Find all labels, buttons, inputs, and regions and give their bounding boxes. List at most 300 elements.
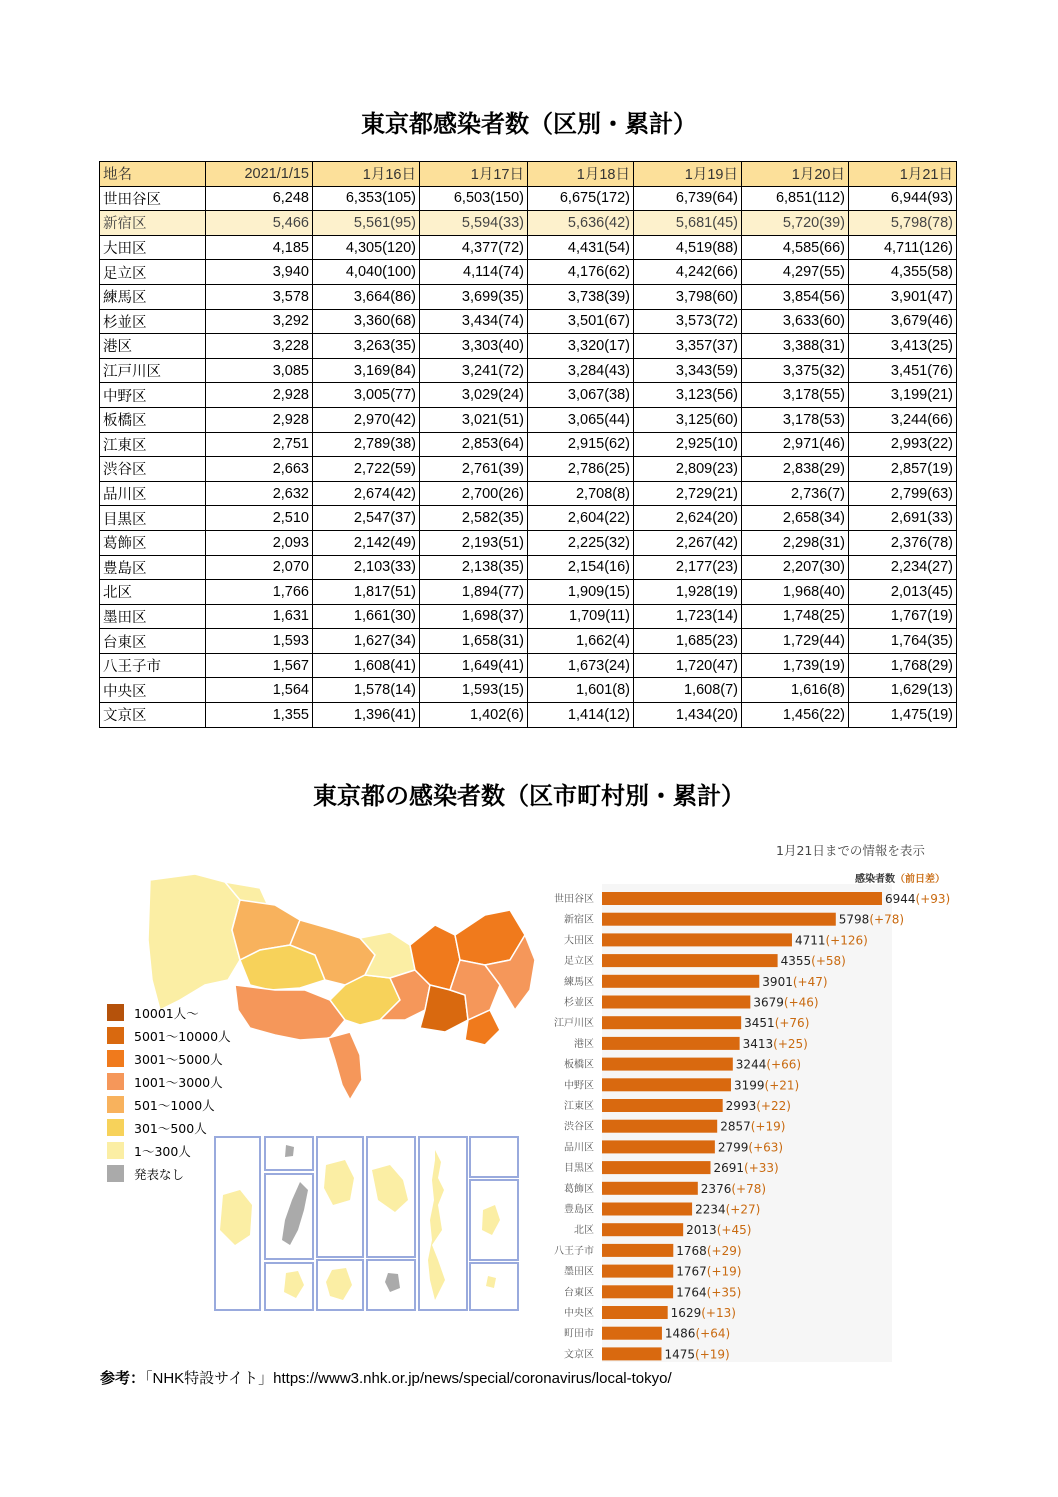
map-island-f: [326, 1268, 352, 1300]
count-cell: 2,838(29): [742, 457, 849, 482]
count-cell: 2,624(20): [634, 506, 742, 531]
count-cell: 5,636(42): [528, 211, 634, 236]
count-cell: 1,434(20): [634, 703, 742, 728]
bar-diff: (+22): [756, 1099, 791, 1113]
bar: [602, 1265, 673, 1278]
header-place: 地名: [100, 162, 206, 187]
count-cell: 3,940: [206, 260, 313, 285]
bar: [602, 1223, 683, 1236]
bar-diff: (+93): [915, 892, 951, 906]
count-cell: 2,736(7): [742, 481, 849, 506]
bar-chart-svg: [525, 870, 965, 1365]
bar-category-label: 目黒区: [564, 1163, 594, 1175]
header-date: 1月19日: [634, 162, 742, 187]
chart-header-suffix: （前日差）: [895, 874, 945, 885]
bar-value-label: [686, 1223, 751, 1237]
place-name-cell: 杉並区: [100, 309, 206, 334]
count-cell: 4,040(100): [313, 260, 420, 285]
bar: [602, 1016, 741, 1029]
count-cell: 2,857(19): [849, 457, 957, 482]
bar-category-label: 江東区: [564, 1101, 594, 1112]
count-cell: 1,578(14): [313, 678, 420, 703]
place-name-cell: 江戸川区: [100, 358, 206, 383]
count-cell: 1,631: [206, 604, 313, 629]
bar-diff: (+78): [731, 1181, 767, 1196]
count-cell: 1,723(14): [634, 604, 742, 629]
count-cell: 1,567: [206, 653, 313, 678]
bar: [602, 1285, 673, 1298]
count-cell: 2,691(33): [849, 506, 957, 531]
count-cell: 2,993(22): [849, 432, 957, 457]
count-cell: 3,901(47): [849, 284, 957, 309]
count-cell: 3,357(37): [634, 334, 742, 359]
table-row: [100, 580, 957, 605]
legend-item: [107, 1047, 231, 1070]
bar-value: 2013: [686, 1223, 717, 1238]
count-cell: 1,909(15): [528, 580, 634, 605]
count-cell: 2,799(63): [849, 481, 957, 506]
count-cell: 2,070: [206, 555, 313, 580]
bar-category-label: 町田市: [564, 1328, 594, 1340]
count-cell: 3,303(40): [420, 334, 528, 359]
count-cell: 4,377(72): [420, 235, 528, 260]
bar-category-label: 板橋区: [564, 1059, 594, 1071]
bar-value-label: [676, 1244, 741, 1258]
header-date: 1月16日: [313, 162, 420, 187]
bar-value-label: [753, 996, 818, 1010]
map-island-c: [282, 1182, 308, 1245]
place-name-cell: 渋谷区: [100, 457, 206, 482]
count-cell: 1,649(41): [420, 653, 528, 678]
map-island-b: [285, 1145, 294, 1157]
bar-category-label: 港区: [574, 1038, 594, 1050]
legend-label: 10001人～: [134, 1005, 199, 1021]
count-cell: 2,103(33): [313, 555, 420, 580]
map-region-okutama: [148, 874, 240, 1010]
bar: [602, 1327, 662, 1340]
count-cell: 3,578: [206, 284, 313, 309]
map-region-hachioji: [235, 985, 345, 1040]
table-row: [100, 235, 957, 260]
count-cell: 1,817(51): [313, 580, 420, 605]
table-row: [100, 358, 957, 383]
count-cell: 2,925(10): [634, 432, 742, 457]
count-cell: 2,632: [206, 481, 313, 506]
count-cell: 3,360(68): [313, 309, 420, 334]
count-cell: 2,809(23): [634, 457, 742, 482]
bar-category-label: 杉並区: [564, 997, 594, 1009]
bar-value-label: [743, 1037, 808, 1051]
place-name-cell: 葛飾区: [100, 530, 206, 555]
bar-category-label: 練馬区: [564, 976, 594, 988]
count-cell: 5,561(95): [313, 211, 420, 236]
info-text: 1月21日までの情報を表示: [776, 843, 925, 858]
count-cell: 3,085: [206, 358, 313, 383]
count-cell: 4,711(126): [849, 235, 957, 260]
count-cell: 2,154(16): [528, 555, 634, 580]
bar-value-label: [726, 1099, 791, 1113]
count-cell: 4,297(55): [742, 260, 849, 285]
count-cell: 2,658(34): [742, 506, 849, 531]
place-name-cell: 港区: [100, 334, 206, 359]
bar-category-label: 文京区: [564, 1349, 594, 1361]
table-row: [100, 604, 957, 629]
count-cell: 5,681(45): [634, 211, 742, 236]
legend-label: 301～500人: [134, 1120, 207, 1136]
footnote-text: 「NHK特設サイト」https://www3.nhk.or.jp/news/special/coronavirus/local-tokyo/: [145, 1370, 672, 1387]
legend-item: [107, 1093, 231, 1116]
bar-value: 1475: [664, 1347, 696, 1362]
count-cell: 1,627(34): [313, 629, 420, 654]
bar-value-label: [664, 1347, 729, 1361]
count-cell: 1,661(30): [313, 604, 420, 629]
count-cell: 3,123(56): [634, 383, 742, 408]
table-row: [100, 383, 957, 408]
bar-category-label: 渋谷区: [564, 1121, 594, 1133]
count-cell: 1,968(40): [742, 580, 849, 605]
bar-category-label: 中野区: [564, 1080, 594, 1092]
count-cell: 1,402(6): [420, 703, 528, 728]
count-cell: 3,343(59): [634, 358, 742, 383]
legend-swatch: [107, 1142, 124, 1159]
place-name-cell: 大田区: [100, 235, 206, 260]
bar-value: 4355: [780, 954, 812, 969]
count-cell: 2,663: [206, 457, 313, 482]
table-row: [100, 260, 957, 285]
bar-value: 3901: [762, 974, 793, 989]
count-cell: 5,594(33): [420, 211, 528, 236]
table-row: [100, 481, 957, 506]
legend-swatch: [107, 1119, 124, 1136]
bar-diff: (+45): [716, 1223, 752, 1238]
table-row: [100, 186, 957, 211]
bar-diff: (+66): [766, 1057, 802, 1072]
place-name-cell: 八王子市: [100, 653, 206, 678]
place-name-cell: 板橋区: [100, 407, 206, 432]
count-cell: 1,414(12): [528, 703, 634, 728]
place-name-cell: 練馬区: [100, 284, 206, 309]
footnote: [100, 1367, 672, 1388]
count-cell: 2,786(25): [528, 457, 634, 482]
bar: [602, 954, 778, 967]
bar-category-label: 豊島区: [564, 1204, 594, 1216]
legend-label: 501～1000人: [134, 1097, 215, 1113]
count-cell: 2,700(26): [420, 481, 528, 506]
count-cell: 5,466: [206, 211, 313, 236]
count-cell: 3,633(60): [742, 309, 849, 334]
count-cell: 3,228: [206, 334, 313, 359]
bar-chart: [525, 870, 965, 1365]
count-cell: 3,664(86): [313, 284, 420, 309]
count-cell: 1,608(41): [313, 653, 420, 678]
bar-value-label: [718, 1140, 783, 1154]
count-cell: 3,413(25): [849, 334, 957, 359]
legend-swatch: [107, 1027, 124, 1044]
table-row: [100, 653, 957, 678]
count-cell: 2,376(78): [849, 530, 957, 555]
header-date: 1月18日: [528, 162, 634, 187]
bar-value: 1629: [670, 1306, 702, 1320]
bar-category-label: 中央区: [564, 1308, 594, 1319]
bar-diff: (+47): [792, 974, 828, 989]
map-island-e: [324, 1160, 354, 1205]
table-row: [100, 432, 957, 457]
legend-item: [107, 1070, 231, 1093]
count-cell: 3,029(24): [420, 383, 528, 408]
count-cell: 2,928: [206, 383, 313, 408]
place-name-cell: 江東区: [100, 432, 206, 457]
count-cell: 4,242(66): [634, 260, 742, 285]
count-cell: 1,766: [206, 580, 313, 605]
count-cell: 2,142(49): [313, 530, 420, 555]
bar-value: 2857: [720, 1119, 751, 1134]
count-cell: 1,658(31): [420, 629, 528, 654]
count-cell: 2,177(23): [634, 555, 742, 580]
bar-value: 2691: [713, 1161, 745, 1176]
legend-swatch: [107, 1073, 124, 1090]
bar: [602, 1037, 740, 1050]
legend-label: 1～300人: [134, 1143, 191, 1159]
bar-value-label: [885, 892, 950, 906]
count-cell: 2,761(39): [420, 457, 528, 482]
bar-diff: (+63): [748, 1140, 784, 1155]
count-cell: 1,355: [206, 703, 313, 728]
count-cell: 2,234(27): [849, 555, 957, 580]
bar-value: 3244: [735, 1057, 767, 1072]
count-cell: 3,241(72): [420, 358, 528, 383]
bar-value: 1767: [676, 1264, 707, 1279]
count-cell: 2,138(35): [420, 555, 528, 580]
place-name-cell: 文京区: [100, 703, 206, 728]
count-cell: 2,708(8): [528, 481, 634, 506]
legend-item: [107, 1162, 231, 1185]
count-cell: 5,720(39): [742, 211, 849, 236]
bar: [602, 1244, 673, 1257]
count-cell: 1,720(47): [634, 653, 742, 678]
table-body: [100, 186, 957, 727]
bar-value: 3413: [742, 1036, 774, 1051]
count-cell: 4,519(88): [634, 235, 742, 260]
bar: [602, 1347, 661, 1360]
count-cell: 2,582(35): [420, 506, 528, 531]
count-cell: 1,928(19): [634, 580, 742, 605]
bar-value-label: [720, 1120, 785, 1134]
bar-category-label: 世田谷区: [554, 894, 594, 905]
count-cell: 4,355(58): [849, 260, 957, 285]
bar: [602, 1058, 733, 1071]
place-name-cell: 中央区: [100, 678, 206, 703]
bar-value-label: [839, 913, 904, 927]
count-cell: 2,915(62): [528, 432, 634, 457]
count-cell: 6,675(172): [528, 186, 634, 211]
legend-item: [107, 1024, 231, 1047]
place-name-cell: 墨田区: [100, 604, 206, 629]
count-cell: 1,709(11): [528, 604, 634, 629]
bar-value: 2234: [695, 1202, 726, 1217]
legend-item: [107, 1139, 231, 1162]
count-cell: 3,199(21): [849, 383, 957, 408]
count-cell: 2,193(51): [420, 530, 528, 555]
bar: [602, 1161, 711, 1174]
count-cell: 1,629(13): [849, 678, 957, 703]
bar-category-label: 江戸川区: [554, 1018, 594, 1030]
legend-swatch: [107, 1096, 124, 1113]
count-cell: 3,021(51): [420, 407, 528, 432]
bar-value-label: [734, 1078, 799, 1092]
count-cell: 2,928: [206, 407, 313, 432]
bar: [602, 1182, 698, 1195]
count-cell: 2,093: [206, 530, 313, 555]
bar: [602, 913, 836, 926]
table-row: [100, 284, 957, 309]
bar-diff: (+19): [750, 1119, 786, 1134]
table-row: [100, 555, 957, 580]
table-row: [100, 703, 957, 728]
count-cell: 3,854(56): [742, 284, 849, 309]
bar-value-label: [676, 1265, 741, 1279]
map-island-a: [220, 1190, 252, 1245]
infection-table: [99, 161, 957, 728]
count-cell: 3,451(76): [849, 358, 957, 383]
bar-diff: (+33): [744, 1161, 779, 1176]
place-name-cell: 豊島区: [100, 555, 206, 580]
chart-header: [855, 872, 945, 885]
count-cell: 3,178(53): [742, 407, 849, 432]
bar-diff: (+13): [701, 1306, 736, 1320]
bar-value-label: [781, 954, 846, 968]
map-island-d: [284, 1271, 304, 1298]
place-name-cell: 目黒区: [100, 506, 206, 531]
place-name-cell: 台東区: [100, 629, 206, 654]
count-cell: 6,248: [206, 186, 313, 211]
bar: [602, 892, 882, 905]
bar-diff: (+35): [706, 1285, 742, 1300]
bar-diff: (+46): [783, 995, 819, 1010]
count-cell: 2,789(38): [313, 432, 420, 457]
count-cell: 1,685(23): [634, 629, 742, 654]
count-cell: 3,292: [206, 309, 313, 334]
count-cell: 1,564: [206, 678, 313, 703]
count-cell: 1,593: [206, 629, 313, 654]
count-cell: 2,225(32): [528, 530, 634, 555]
bar-category-label: 北区: [574, 1225, 594, 1237]
bar-category-label: 八王子市: [554, 1245, 594, 1257]
map-legend: [107, 1001, 231, 1185]
header-date: 1月17日: [420, 162, 528, 187]
count-cell: 1,396(41): [313, 703, 420, 728]
bar-value-label: [744, 1016, 809, 1030]
count-cell: 3,284(43): [528, 358, 634, 383]
bar-diff: (+21): [764, 1078, 800, 1093]
count-cell: 3,434(74): [420, 309, 528, 334]
header-date: 1月21日: [849, 162, 957, 187]
bar-diff: (+25): [773, 1036, 808, 1051]
count-cell: 2,510: [206, 506, 313, 531]
bar-value-label: [701, 1182, 766, 1196]
count-cell: 3,375(32): [742, 358, 849, 383]
count-cell: 2,722(59): [313, 457, 420, 482]
count-cell: 3,573(72): [634, 309, 742, 334]
count-cell: 3,178(55): [742, 383, 849, 408]
count-cell: 1,768(29): [849, 653, 957, 678]
count-cell: 6,739(64): [634, 186, 742, 211]
map-region-machida: [328, 1032, 362, 1100]
bar-category-label: 品川区: [564, 1142, 594, 1154]
legend-label: 3001～5000人: [134, 1051, 223, 1067]
bar: [602, 933, 792, 946]
count-cell: 4,176(62): [528, 260, 634, 285]
count-cell: 2,970(42): [313, 407, 420, 432]
count-cell: 1,616(8): [742, 678, 849, 703]
count-cell: 3,169(84): [313, 358, 420, 383]
bar-value: 1486: [664, 1326, 696, 1341]
count-cell: 3,067(38): [528, 383, 634, 408]
table-row: [100, 678, 957, 703]
bar-value: 2799: [717, 1140, 749, 1155]
count-cell: 3,679(46): [849, 309, 957, 334]
bar-value: 6944: [885, 892, 916, 906]
bar-category-label: 大田区: [564, 935, 594, 947]
bar-diff: (+76): [774, 1016, 810, 1031]
bar: [602, 1078, 731, 1091]
bar: [602, 1203, 692, 1216]
legend-item: [107, 1001, 231, 1024]
bar-category-label: 葛飾区: [564, 1183, 594, 1195]
count-cell: 4,185: [206, 235, 313, 260]
bar-value: 1764: [676, 1285, 707, 1300]
count-cell: 1,767(19): [849, 604, 957, 629]
bar-value: 4711: [794, 933, 826, 948]
count-cell: 3,125(60): [634, 407, 742, 432]
bar-value: 3199: [733, 1078, 765, 1093]
count-cell: 3,738(39): [528, 284, 634, 309]
count-cell: 1,739(19): [742, 653, 849, 678]
bar-value-label: [671, 1306, 736, 1320]
place-name-cell: 中野区: [100, 383, 206, 408]
table-header-row: [100, 162, 957, 187]
table-title: 東京都感染者数（区別・累計）: [361, 110, 697, 138]
bar-diff: (+78): [869, 912, 905, 927]
bar-value-label: [762, 975, 827, 989]
count-cell: 3,244(66): [849, 407, 957, 432]
count-cell: 1,608(7): [634, 678, 742, 703]
count-cell: 3,320(17): [528, 334, 634, 359]
table-row: [100, 407, 957, 432]
legend-label: 発表なし: [134, 1166, 185, 1182]
bar: [602, 975, 759, 988]
count-cell: 3,263(35): [313, 334, 420, 359]
count-cell: 3,388(31): [742, 334, 849, 359]
chart-header-label: 感染者数: [855, 874, 895, 885]
count-cell: 3,065(44): [528, 407, 634, 432]
table-row: [100, 506, 957, 531]
legend-swatch: [107, 1004, 124, 1021]
bar-value: 2993: [725, 1099, 757, 1113]
count-cell: 3,699(35): [420, 284, 528, 309]
bar-value: 1768: [676, 1243, 707, 1258]
chart-title: 東京都の感染者数（区市町村別・累計）: [313, 782, 745, 810]
bar: [602, 1099, 723, 1112]
legend-item: [107, 1116, 231, 1139]
bar: [602, 996, 750, 1009]
count-cell: 2,971(46): [742, 432, 849, 457]
place-name-cell: 品川区: [100, 481, 206, 506]
count-cell: 1,698(37): [420, 604, 528, 629]
bar-diff: (+19): [695, 1347, 730, 1362]
count-cell: 2,013(45): [849, 580, 957, 605]
count-cell: 1,456(22): [742, 703, 849, 728]
bar-value-label: [736, 1058, 801, 1072]
